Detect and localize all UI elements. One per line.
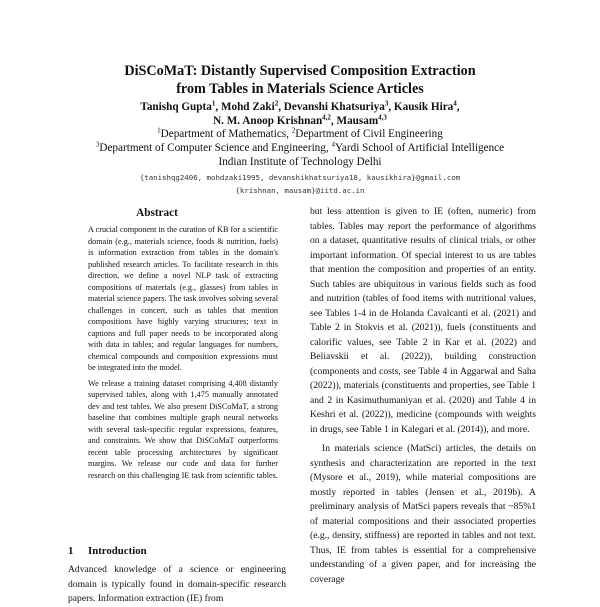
author-name: Tanishq Gupta — [140, 101, 212, 113]
author-name: N. M. Anoop Krishnan — [213, 115, 323, 127]
author-name: Mohd Zaki — [220, 101, 275, 113]
section-title: Introduction — [88, 545, 147, 557]
affiliation-line-1: $^1$Department of Mathematics, $^2$Department of Civil Engineering — [157, 126, 443, 140]
author-affiliation-mark: 4,2 — [322, 113, 331, 122]
body-paragraph: In materials science (MatSci) articles, the details on synthesis and characterization are reported in the text (Mysore et al., 2019), while material compositions are mostly reported in tables (Jensen et al., 2019b). A preliminary analysis of MatSci papers reveals that ~85%1 of material compositions and their associated properties (e.g., density, stiffness) are reported in tables and not text. Thus, IE from tables is essential for a comprehensive understanding of a given paper, and for increasing the coverage — [310, 443, 536, 585]
author-name: Devanshi Khatsuriya — [283, 101, 385, 113]
abstract-body — [88, 224, 278, 485]
section-number: 1 — [68, 545, 74, 557]
affiliation-line-2: $^3$Department of Computer Science and Engineering, $^4$Yardi School of Artificial Intelligence — [95, 140, 505, 154]
author-line-2: N. M. Anoop Krishnan$^{4,2}$, Mausam$^{4,3}$ — [213, 113, 387, 127]
email-line-1: {tanishqg2406, mohdzaki1995, devanshikhatsuriya18, kausikhira}@gmail.com — [139, 173, 461, 182]
author-affiliation-mark: 1 — [211, 99, 216, 108]
email-line-2: {krishnan, mausam}@iitd.ac.in — [235, 186, 365, 195]
abstract-paragraph: A crucial component in the curation of KB for a scientific domain (e.g., materials science, foods & nutrition, fuels) is information extraction from tables in the domain's published research articles. To facilitate research in this direction, we define a novel NLP task of extracting compositions of materials (e.g., glasses) from tables in material science papers. The task involves solving several challenges in concert, such as tables that mention compositions have highly varying structures; text in captions and full paper needs to be incorporated along with data in tables; and regular languages for numbers, chemical compounds and composition expressions must be integrated into the model. — [88, 225, 278, 372]
title-line-2: from Tables in Materials Science Articles — [176, 81, 424, 97]
author-line-1: Tanishq Gupta$^1$, Mohd Zaki$^2$, Devanshi Khatsuriya$^3$, Kausik Hira$^4$, — [140, 99, 460, 113]
author-emails — [40, 171, 560, 197]
affiliations — [30, 127, 570, 169]
affiliation-line-3: Indian Institute of Technology Delhi — [218, 156, 382, 168]
section-heading-introduction — [68, 545, 147, 557]
right-column-text — [310, 205, 536, 587]
abstract-paragraph: We release a training dataset comprising 4,408 distantly supervised tables, along with 1,475 manually annotated dev and test tables. We also present DiSCoMaT, a strong baseline that combines multiple graph neural networks with several task-specific regular expressions, features, and constraints. We show that DiSCoMaT outperforms recent table processing architectures by significant margins. We release our code and data for further research on this challenging IE task from scientific tables. — [88, 378, 278, 480]
author-affiliation-mark: 4 — [453, 99, 457, 108]
author-affiliation-mark: 3 — [384, 99, 389, 108]
author-name: Mausam — [336, 115, 379, 127]
author-list — [40, 100, 560, 128]
body-paragraph: but less attention is given to IE (often, numeric) from tables. Tables may report the performance of algorithms on a dataset, quantitative results of clinical trials, or other important information. Of special interest to us are tables that mention the composition and properties of an entity. Such tables are ubiquitous in various fields such as food and nutrition (tables of food items with nutritional values, see Tables 1-4 in de Holanda Cavalcanti et al. (2021) and Table 2 in Stokvis et al. (2021)), fuels (constituents and calorific values, see Table 2 in Kar et al. (2022) and Beliavskii et al. (2022)), building construction (components and costs, see Table 4 in Aggarwal and Saha (2022)), materials (constituents and properties, see Table 1 and 2 in Kasimuthumaniyan et al. (2020) and Table 4 in Keshri et al. (2022)), medicine (compounds with weights in drugs, see Table 1 in Kalegari et al. (2014)), and more. — [310, 206, 536, 435]
author-affiliation-mark: 2 — [274, 99, 279, 108]
paper-title — [60, 62, 540, 98]
introduction-text: Advanced knowledge of a science or engineering domain is typically found in domain-specific research papers. Information extraction (IE) from — [68, 564, 286, 604]
abstract-heading: Abstract — [136, 207, 178, 219]
title-line-1: DiSCoMaT: Distantly Supervised Composition Extraction — [124, 63, 476, 79]
author-name: Kausik Hira — [393, 101, 454, 113]
author-affiliation-mark: 4,3 — [378, 113, 387, 122]
